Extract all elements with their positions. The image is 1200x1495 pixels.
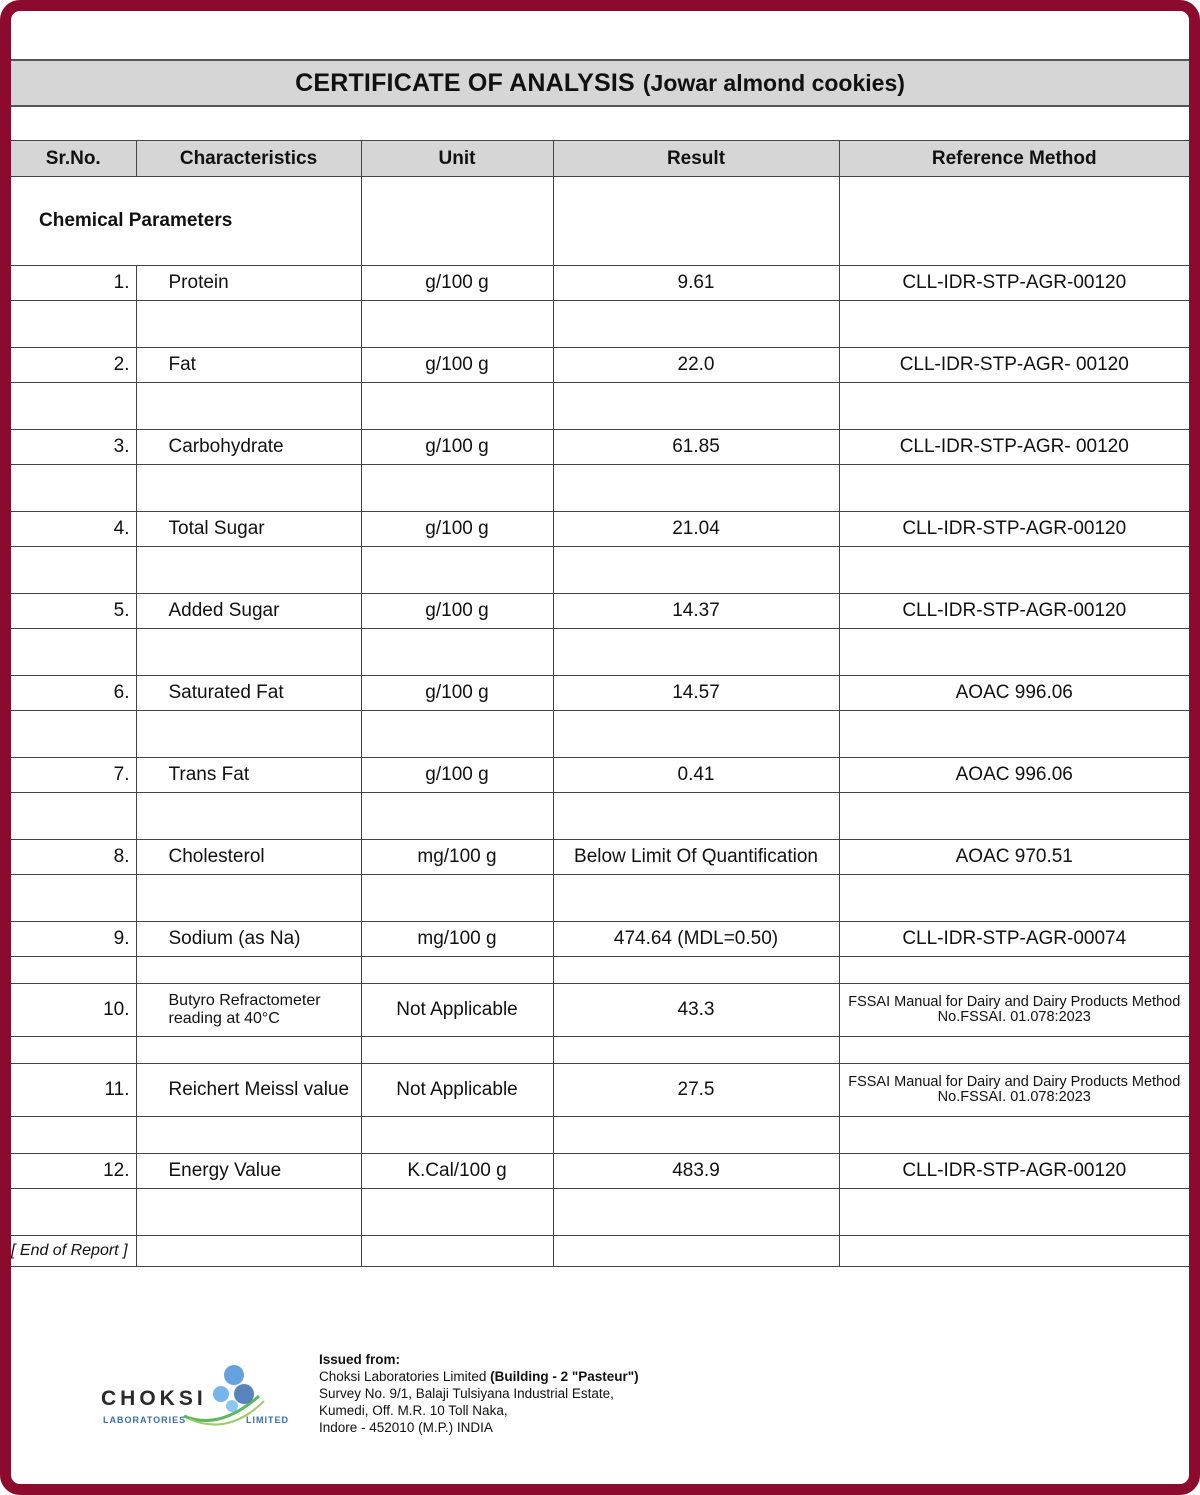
empty-cell <box>11 1037 136 1064</box>
address-line-2: Kumedi, Off. M.R. 10 Toll Naka, <box>319 1403 508 1418</box>
empty-cell <box>839 711 1189 758</box>
result-cell: 483.9 <box>553 1154 839 1189</box>
method-cell: CLL-IDR-STP-AGR-00074 <box>839 922 1189 957</box>
unit-cell: g/100 g <box>361 348 553 383</box>
empty-cell <box>11 1189 136 1236</box>
spacer-row <box>11 711 1189 758</box>
empty-cell <box>553 465 839 512</box>
empty-cell <box>11 465 136 512</box>
method-cell: CLL-IDR-STP-AGR- 00120 <box>839 348 1189 383</box>
empty-cell <box>553 1117 839 1154</box>
col-header-unit: Unit <box>361 141 553 177</box>
empty-cell <box>361 301 553 348</box>
unit-cell: mg/100 g <box>361 840 553 875</box>
empty-cell <box>839 177 1189 266</box>
sr-no-cell: 2. <box>11 348 136 383</box>
method-cell: CLL-IDR-STP-AGR-00120 <box>839 512 1189 547</box>
unit-cell: g/100 g <box>361 430 553 465</box>
sr-no-cell: 7. <box>11 758 136 793</box>
characteristic-cell: Saturated Fat <box>136 676 361 711</box>
table-row <box>11 676 1189 711</box>
unit-cell: g/100 g <box>361 512 553 547</box>
characteristic-cell: Fat <box>136 348 361 383</box>
table-row <box>11 1154 1189 1189</box>
sr-no-cell: 4. <box>11 512 136 547</box>
unit-cell: g/100 g <box>361 676 553 711</box>
sr-no-cell: 8. <box>11 840 136 875</box>
empty-cell <box>839 1037 1189 1064</box>
sr-no-cell: 11. <box>11 1064 136 1117</box>
empty-cell <box>839 1236 1189 1267</box>
empty-cell <box>553 301 839 348</box>
spacer-row <box>11 875 1189 922</box>
spacer-row <box>11 301 1189 348</box>
col-header-sr-no: Sr.No. <box>11 141 136 177</box>
empty-cell <box>11 629 136 676</box>
building-name: (Building - 2 "Pasteur") <box>490 1369 639 1384</box>
empty-cell <box>136 711 361 758</box>
unit-cell: g/100 g <box>361 266 553 301</box>
empty-cell <box>361 793 553 840</box>
empty-cell <box>553 711 839 758</box>
result-cell: 14.37 <box>553 594 839 629</box>
table-row <box>11 512 1189 547</box>
empty-cell <box>11 875 136 922</box>
empty-cell <box>839 1189 1189 1236</box>
sr-no-cell: 12. <box>11 1154 136 1189</box>
company-line <box>319 1368 639 1385</box>
table-row <box>11 1064 1189 1117</box>
method-cell: AOAC 970.51 <box>839 840 1189 875</box>
footer <box>11 1351 1189 1471</box>
sr-no-cell: 3. <box>11 430 136 465</box>
method-cell: FSSAI Manual for Dairy and Dairy Products Method No.FSSAI. 01.078:2023 <box>839 984 1189 1037</box>
sr-no-cell: 9. <box>11 922 136 957</box>
result-cell: 61.85 <box>553 430 839 465</box>
empty-cell <box>11 711 136 758</box>
empty-cell <box>553 793 839 840</box>
unit-cell: K.Cal/100 g <box>361 1154 553 1189</box>
spacer-row <box>11 547 1189 594</box>
characteristic-cell: Butyro Refractometer reading at 40°C <box>136 984 361 1037</box>
empty-cell <box>11 1117 136 1154</box>
result-cell: 21.04 <box>553 512 839 547</box>
result-cell: 14.57 <box>553 676 839 711</box>
spacer-row <box>11 1037 1189 1064</box>
table-row <box>11 922 1189 957</box>
unit-cell: g/100 g <box>361 594 553 629</box>
result-cell: 43.3 <box>553 984 839 1037</box>
empty-cell <box>553 957 839 984</box>
empty-cell <box>136 1236 361 1267</box>
empty-cell <box>553 383 839 430</box>
empty-cell <box>361 1189 553 1236</box>
empty-cell <box>136 793 361 840</box>
empty-cell <box>361 629 553 676</box>
empty-cell <box>361 383 553 430</box>
empty-cell <box>839 547 1189 594</box>
characteristic-cell: Cholesterol <box>136 840 361 875</box>
empty-cell <box>553 629 839 676</box>
empty-cell <box>11 301 136 348</box>
empty-cell <box>361 1236 553 1267</box>
end-of-report-note: [ End of Report ] <box>11 1236 136 1267</box>
empty-cell <box>136 465 361 512</box>
method-cell: CLL-IDR-STP-AGR-00120 <box>839 1154 1189 1189</box>
address-line-3: Indore - 452010 (M.P.) INDIA <box>319 1420 493 1435</box>
empty-cell <box>839 957 1189 984</box>
result-cell: 9.61 <box>553 266 839 301</box>
table-row <box>11 758 1189 793</box>
empty-cell <box>136 957 361 984</box>
table-row <box>11 594 1189 629</box>
empty-cell <box>839 793 1189 840</box>
end-row <box>11 1236 1189 1267</box>
empty-cell <box>136 383 361 430</box>
certificate-title: CERTIFICATE OF ANALYSIS <box>295 68 635 97</box>
unit-cell: Not Applicable <box>361 1064 553 1117</box>
spacer-row <box>11 383 1189 430</box>
empty-cell <box>553 177 839 266</box>
title-bar <box>11 59 1189 107</box>
logo-sub-left: LABORATORIES <box>103 1415 187 1425</box>
result-cell: 22.0 <box>553 348 839 383</box>
empty-cell <box>136 301 361 348</box>
sr-no-cell: 5. <box>11 594 136 629</box>
empty-cell <box>839 629 1189 676</box>
address-line-1: Survey No. 9/1, Balaji Tulsiyana Industrial Estate, <box>319 1386 614 1401</box>
spacer-row <box>11 957 1189 984</box>
section-label: Chemical Parameters <box>11 177 361 266</box>
spacer-row <box>11 1189 1189 1236</box>
method-cell: AOAC 996.06 <box>839 676 1189 711</box>
choksi-logo <box>89 1361 299 1441</box>
spacer-row <box>11 629 1189 676</box>
empty-cell <box>11 957 136 984</box>
empty-cell <box>136 1189 361 1236</box>
empty-cell <box>839 383 1189 430</box>
spacer-row <box>11 1117 1189 1154</box>
issued-label: Issued from: <box>319 1352 401 1367</box>
issued-from-block <box>319 1351 639 1436</box>
spacer-row <box>11 465 1189 512</box>
sr-no-cell: 6. <box>11 676 136 711</box>
col-header-result: Result <box>553 141 839 177</box>
empty-cell <box>11 793 136 840</box>
characteristic-cell: Trans Fat <box>136 758 361 793</box>
sr-no-cell: 1. <box>11 266 136 301</box>
col-header-characteristics: Characteristics <box>136 141 361 177</box>
empty-cell <box>553 547 839 594</box>
empty-cell <box>553 875 839 922</box>
characteristic-cell: Carbohydrate <box>136 430 361 465</box>
empty-cell <box>136 629 361 676</box>
analysis-table <box>11 140 1189 1267</box>
table-row <box>11 266 1189 301</box>
section-row <box>11 177 1189 266</box>
unit-cell: g/100 g <box>361 758 553 793</box>
empty-cell <box>361 957 553 984</box>
table-row <box>11 840 1189 875</box>
method-cell: FSSAI Manual for Dairy and Dairy Products Method No.FSSAI. 01.078:2023 <box>839 1064 1189 1117</box>
empty-cell <box>361 1037 553 1064</box>
characteristic-cell: Total Sugar <box>136 512 361 547</box>
empty-cell <box>136 547 361 594</box>
empty-cell <box>361 465 553 512</box>
table-row <box>11 430 1189 465</box>
empty-cell <box>361 711 553 758</box>
empty-cell <box>839 875 1189 922</box>
logo-wordmark: CHOKSI <box>101 1387 207 1410</box>
table-row <box>11 984 1189 1037</box>
table-row <box>11 348 1189 383</box>
result-cell: Below Limit Of Quantification <box>553 840 839 875</box>
empty-cell <box>839 1117 1189 1154</box>
result-cell: 27.5 <box>553 1064 839 1117</box>
characteristic-cell: Reichert Meissl value <box>136 1064 361 1117</box>
characteristic-cell: Added Sugar <box>136 594 361 629</box>
empty-cell <box>136 875 361 922</box>
unit-cell: Not Applicable <box>361 984 553 1037</box>
table-body <box>11 177 1189 1267</box>
product-name: (Jowar almond cookies) <box>642 69 905 96</box>
result-cell: 474.64 (MDL=0.50) <box>553 922 839 957</box>
table-header-row <box>11 141 1189 177</box>
empty-cell <box>553 1236 839 1267</box>
empty-cell <box>11 383 136 430</box>
col-header-reference-method: Reference Method <box>839 141 1189 177</box>
empty-cell <box>361 177 553 266</box>
unit-cell: mg/100 g <box>361 922 553 957</box>
empty-cell <box>553 1037 839 1064</box>
logo-sub-right: LIMITED <box>246 1415 289 1425</box>
method-cell: CLL-IDR-STP-AGR-00120 <box>839 594 1189 629</box>
empty-cell <box>361 875 553 922</box>
method-cell: CLL-IDR-STP-AGR- 00120 <box>839 430 1189 465</box>
sr-no-cell: 10. <box>11 984 136 1037</box>
characteristic-cell: Sodium (as Na) <box>136 922 361 957</box>
result-cell: 0.41 <box>553 758 839 793</box>
empty-cell <box>839 465 1189 512</box>
company-name: Choksi Laboratories Limited <box>319 1369 487 1384</box>
method-cell: AOAC 996.06 <box>839 758 1189 793</box>
empty-cell <box>136 1037 361 1064</box>
empty-cell <box>839 301 1189 348</box>
empty-cell <box>136 1117 361 1154</box>
empty-cell <box>553 1189 839 1236</box>
empty-cell <box>11 547 136 594</box>
empty-cell <box>361 547 553 594</box>
method-cell: CLL-IDR-STP-AGR-00120 <box>839 266 1189 301</box>
empty-cell <box>361 1117 553 1154</box>
spacer-row <box>11 793 1189 840</box>
characteristic-cell: Energy Value <box>136 1154 361 1189</box>
characteristic-cell: Protein <box>136 266 361 301</box>
